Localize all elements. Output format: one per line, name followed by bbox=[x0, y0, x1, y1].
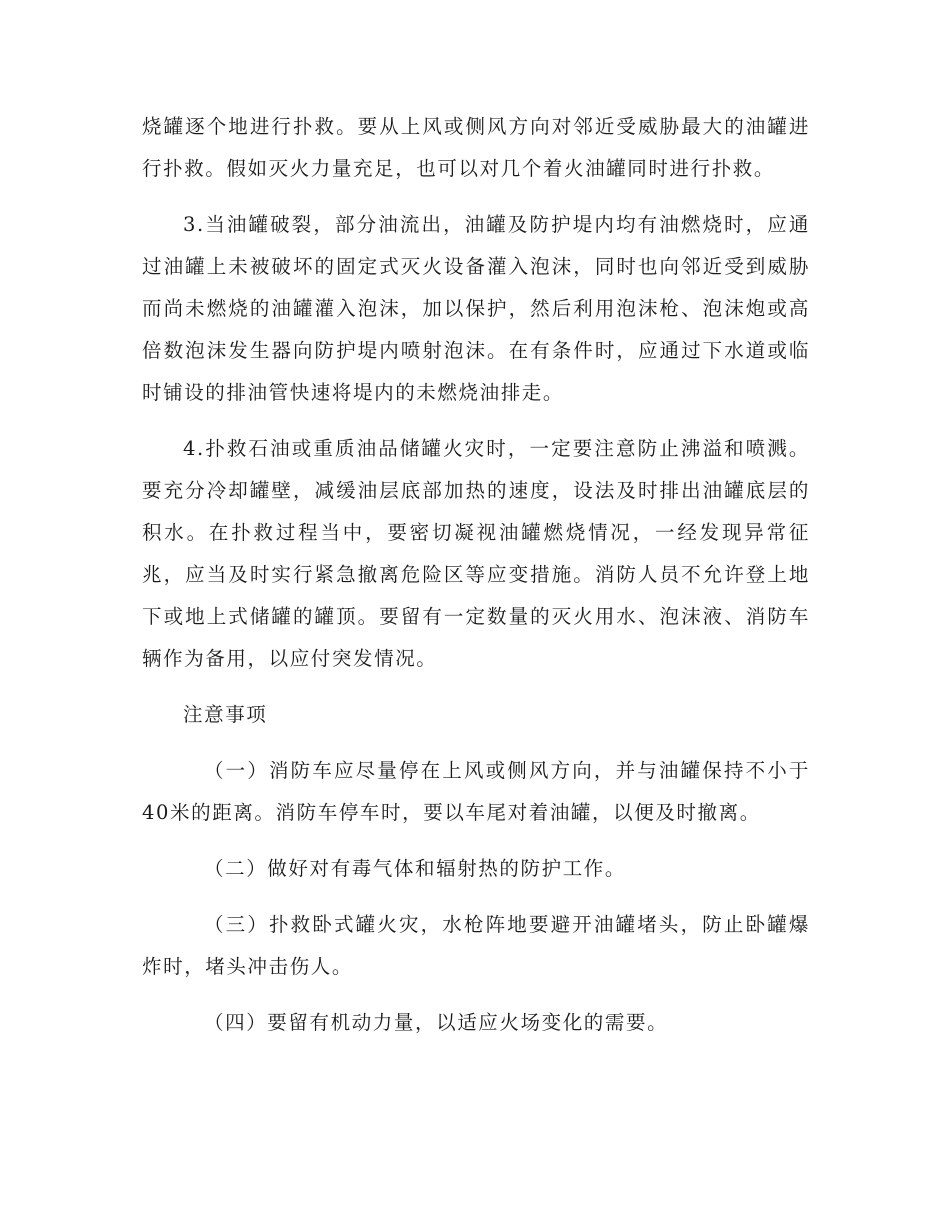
paragraph-continuation: 烧罐逐个地进行扑救。要从上风或侧风方向对邻近受威胁最大的油罐进行扑救。假如灭火力量充足，也可以对几个着火油罐同时进行扑救。 bbox=[142, 115, 810, 180]
note-item-1: （一）消防车应尽量停在上风或侧风方向，并与油罐保持不小于40米的距离。消防车停车时，要以车尾对着油罐，以便及时撤离。 bbox=[142, 759, 810, 824]
document-body bbox=[142, 106, 810, 1058]
paragraph-item-3: 3.当油罐破裂，部分油流出，油罐及防护堤内均有油燃烧时，应通过油罐上未被破坏的固定式灭火设备灌入泡沫，同时也向邻近受到威胁而尚未燃烧的油罐灌入泡沫，加以保护，然后利用泡沫枪、泡沫炮或高倍数泡沫发生器向防护堤内喷射泡沫。在有条件时，应通过下水道或临时铺设的排油管快速将堤内的未燃烧油排走。 bbox=[142, 213, 810, 404]
note-item-3: （三）扑救卧式罐火灾，水枪阵地要避开油罐堵头，防止卧罐爆炸时，堵头冲击伤人。 bbox=[142, 913, 810, 978]
paragraph-item-4: 4.扑救石油或重质油品储罐火灾时，一定要注意防止沸溢和喷溅。要充分冷却罐壁，减缓油层底部加热的速度，设法及时排出油罐底层的积水。在扑救过程当中，要密切凝视油罐燃烧情况，一经发现异常征兆，应当及时实行紧急撤离危险区等应变措施。消防人员不允许登上地下或地上式储罐的罐顶。要留有一定数量的灭火用水、泡沫液、消防车辆作为备用，以应付突发情况。 bbox=[142, 437, 810, 670]
note-item-4: （四）要留有机动力量，以适应火场变化的需要。 bbox=[204, 1011, 669, 1034]
notes-heading: 注意事项 bbox=[183, 703, 268, 726]
note-item-2: （二）做好对有毒气体和辐射热的防护工作。 bbox=[204, 857, 627, 880]
